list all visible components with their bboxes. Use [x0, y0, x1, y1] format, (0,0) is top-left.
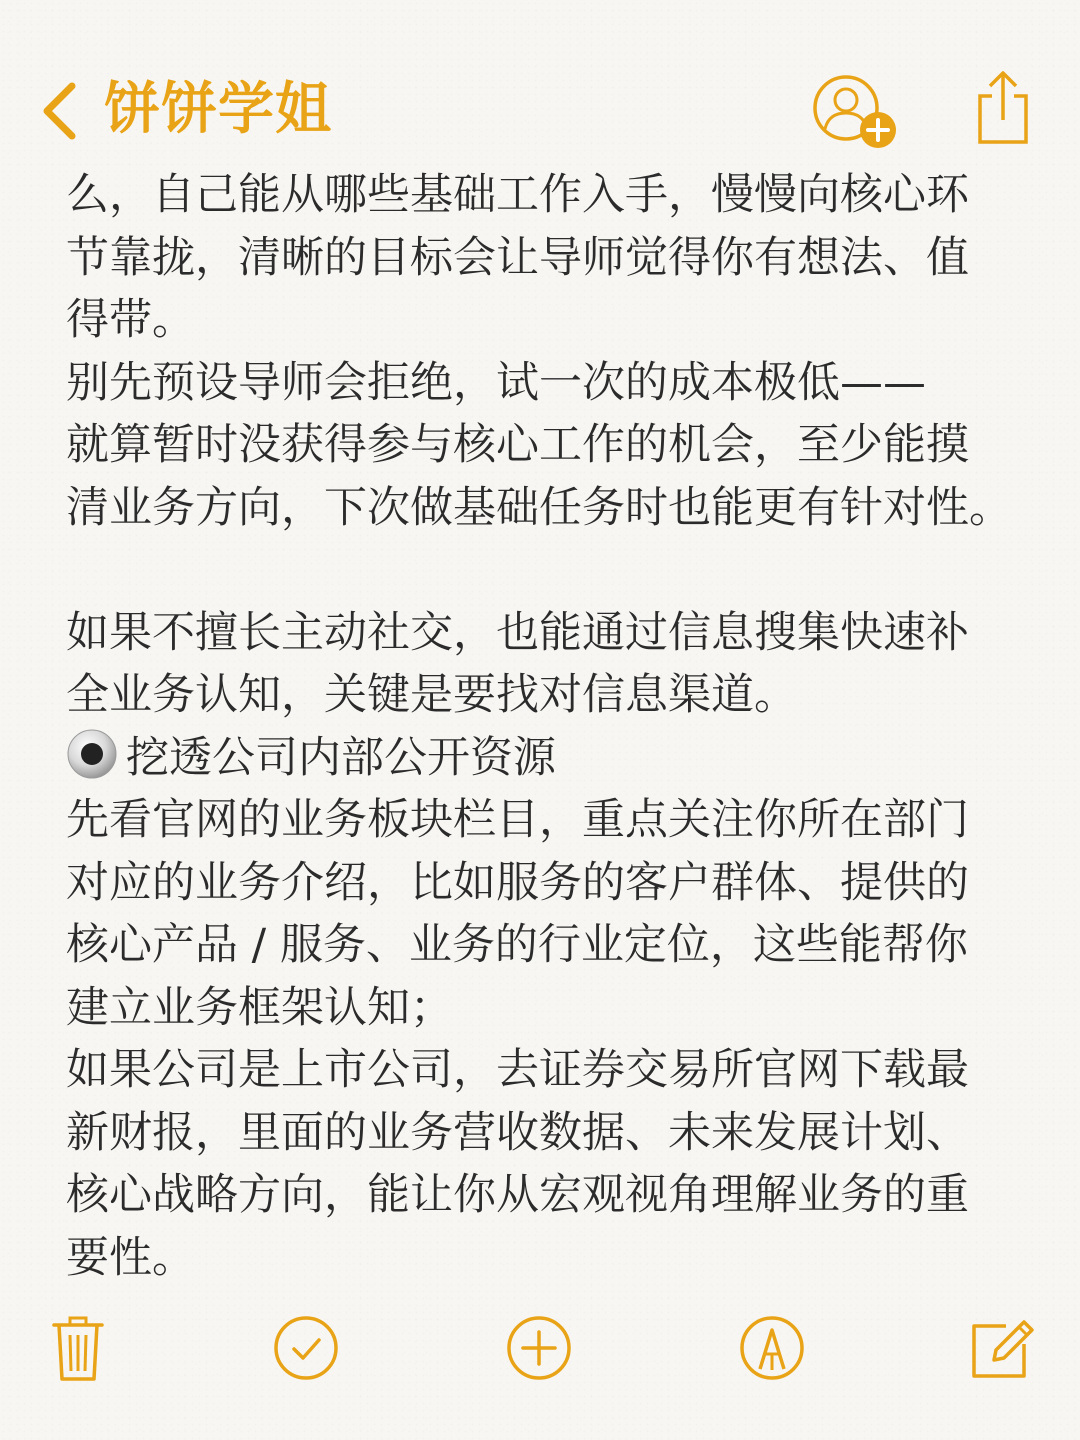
text-line: 全业务认知，关键是要找对信息渠道。 — [66, 670, 797, 720]
checklist-button[interactable] — [266, 1306, 346, 1390]
bottom-toolbar — [0, 1306, 1080, 1396]
navigation-bar — [0, 60, 1080, 160]
add-contact-button[interactable] — [810, 72, 902, 156]
text-line: 清业务方向，下次做基础任务时也能更有针对性。 — [66, 482, 1012, 533]
text-line: 建立业务框架认知； — [66, 982, 453, 1033]
paragraph — [66, 789, 1026, 1039]
section-heading-text: 挖透公司内部公开资源 — [126, 732, 556, 783]
text-line: 新财报，里面的业务营收数据、未来发展计划、 — [66, 1107, 969, 1158]
radio-button-icon — [66, 728, 118, 780]
section-heading — [66, 727, 1026, 790]
sketch-button[interactable] — [732, 1306, 812, 1390]
text-line: 节靠拢，清晰的目标会让导师觉得你有想法、值 — [66, 232, 969, 283]
share-icon — [970, 66, 1036, 150]
text-line: 么，自己能从哪些基础工作入手，慢慢向核心环 — [66, 170, 969, 220]
note-title[interactable]: 饼饼学姐 — [104, 77, 332, 142]
pen-circle-icon — [738, 1314, 806, 1382]
text-line: 核心产品 / 服务、业务的行业定位，这些能帮你 — [66, 920, 968, 970]
compose-icon — [966, 1312, 1038, 1384]
text-line: 核心战略方向，能让你从宏观视角理解业务的重 — [66, 1170, 969, 1220]
back-button[interactable] — [34, 78, 84, 144]
text-line: 先看官网的业务板块栏目，重点关注你所在部门 — [66, 795, 969, 845]
paragraph — [66, 1039, 1026, 1289]
checkmark-circle-icon — [272, 1314, 340, 1382]
text-line: 对应的业务介绍，比如服务的客户群体、提供的 — [66, 857, 969, 908]
text-line: 如果公司是上市公司，去证券交易所官网下载最 — [66, 1045, 969, 1095]
chevron-left-icon — [39, 80, 79, 142]
note-body[interactable] — [66, 164, 1026, 1289]
text-line: 要性。 — [66, 1232, 195, 1283]
text-line: 别先预设导师会拒绝，试一次的成本极低—— — [66, 357, 926, 408]
add-attachment-button[interactable] — [499, 1306, 579, 1390]
share-button[interactable] — [970, 66, 1036, 150]
paragraph — [66, 602, 1026, 727]
trash-icon — [50, 1313, 106, 1383]
text-line: 得带。 — [66, 295, 195, 345]
text-line: 就算暂时没获得参与核心工作的机会，至少能摸 — [66, 420, 969, 470]
text-line: 如果不擅长主动社交，也能通过信息搜集快速补 — [66, 607, 969, 658]
blank-line — [66, 539, 1026, 602]
delete-button[interactable] — [38, 1306, 118, 1390]
new-note-button[interactable] — [962, 1306, 1042, 1390]
plus-circle-icon — [505, 1314, 573, 1382]
paragraph — [66, 352, 1026, 540]
paragraph — [66, 164, 1026, 352]
add-contact-icon — [810, 72, 902, 156]
